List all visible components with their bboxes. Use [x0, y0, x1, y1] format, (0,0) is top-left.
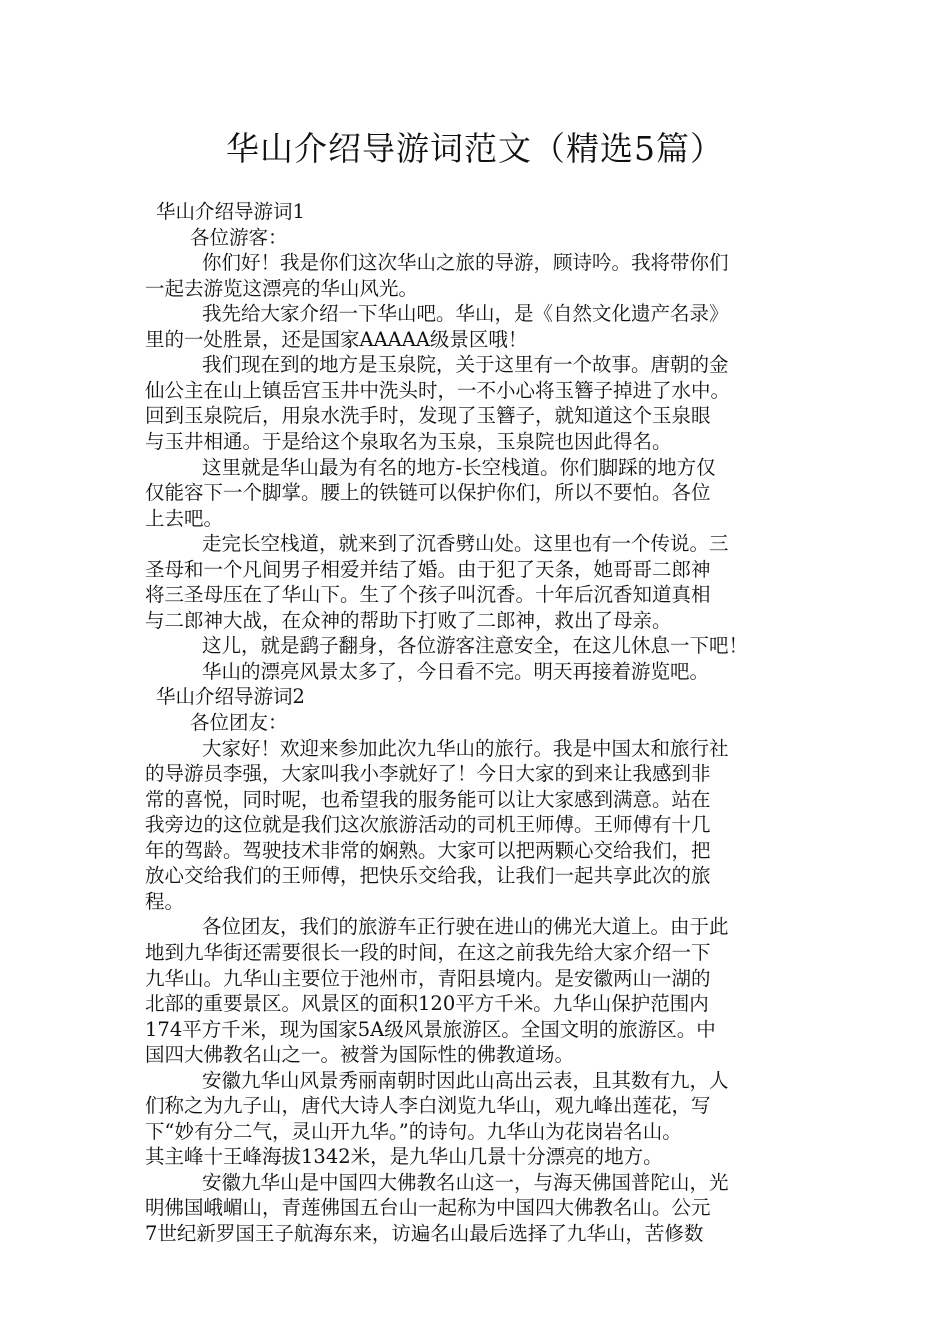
text-line: 我们现在到的地方是玉泉院，关于这里有一个故事。唐朝的金 [202, 353, 729, 377]
text-line: 这里就是华山最为有名的地方-长空栈道。你们脚踩的地方仅 [202, 455, 716, 479]
text-line: 这儿，就是鹞子翻身，各位游客注意安全，在这儿休息一下吧！ [202, 634, 749, 658]
text-line: 各位团友： [190, 711, 288, 734]
text-line: 圣母和一个凡间男子相爱并结了婚。由于犯了天条，她哥哥二郎神 [145, 557, 711, 581]
text-line: 们称之为九子山，唐代大诗人李白浏览九华山，观九峰出莲花，写 [145, 1094, 711, 1118]
text-line: 走完长空栈道，就来到了沉香劈山处。这里也有一个传说。三 [202, 532, 729, 556]
text-line: 下“妙有分二气，灵山开九华。”的诗句。九华山为花岗岩名山。 [145, 1119, 682, 1143]
text-line: 与玉井相通。于是给这个泉取名为玉泉，玉泉院也因此得名。 [145, 429, 672, 453]
text-line: 里的一处胜景，还是国家AAAAA级景区哦！ [145, 327, 528, 351]
text-line: 回到玉泉院后，用泉水洗手时，发现了玉簪子，就知道这个玉泉眼 [145, 404, 711, 428]
text-line: 程。 [145, 889, 185, 913]
text-line: 将三圣母压在了华山下。生了个孩子叫沉香。十年后沉香知道真相 [145, 583, 711, 607]
document-title: 华山介绍导游词范文（精选5篇） [226, 129, 724, 168]
text-line: 明佛国峨嵋山，青莲佛国五台山一起称为中国四大佛教名山。公元 [145, 1196, 711, 1220]
text-line: 华山的漂亮风景太多了，今日看不完。明天再接着游览吧。 [202, 659, 710, 683]
text-line: 安徽九华山是中国四大佛教名山这一，与海天佛国普陀山，光 [202, 1170, 729, 1194]
text-line: 其主峰十王峰海拔1342米，是九华山几景十分漂亮的地方。 [145, 1145, 663, 1169]
text-line: 华山介绍导游词1 [156, 200, 305, 223]
text-line: 174平方千米，现为国家5A级风景旅游区。全国文明的旅游区。中 [145, 1017, 716, 1041]
text-line: 与二郎神大战，在众神的帮助下打败了二郎神，救出了母亲。 [145, 608, 672, 632]
text-line: 年的驾龄。驾驶技术非常的娴熟。大家可以把两颗心交给我们，把 [145, 838, 711, 862]
text-line: 上去吧。 [145, 506, 224, 530]
text-line: 北部的重要景区。风景区的面积120平方千米。九华山保护范围内 [145, 992, 709, 1016]
text-line: 各位游客： [190, 225, 288, 249]
text-line: 国四大佛教名山之一。被誉为国际性的佛教道场。 [145, 1043, 575, 1067]
text-line: 各位团友，我们的旅游车正行驶在进山的佛光大道上。由于此 [202, 915, 729, 939]
text-line: 华山介绍导游词2 [156, 685, 305, 709]
text-line: 我旁边的这位就是我们这次旅游活动的司机王师傅。王师傅有十几 [145, 813, 711, 837]
text-line: 仅能容下一个脚掌。腰上的铁链可以保护你们，所以不要怕。各位 [145, 481, 711, 505]
text-line: 地到九华街还需要很长一段的时间，在这之前我先给大家介绍一下 [145, 940, 711, 964]
text-line: 你们好！我是你们这次华山之旅的导游，顾诗吟。我将带你们 [202, 251, 729, 275]
text-line: 大家好！欢迎来参加此次九华山的旅行。我是中国太和旅行社 [202, 736, 729, 760]
text-line: 一起去游览这漂亮的华山风光。 [145, 276, 419, 300]
text-line: 安徽九华山风景秀丽南朝时因此山高出云表，且其数有九，人 [202, 1068, 729, 1092]
text-line: 仙公主在山上镇岳宫玉井中洗头时，一不小心将玉簪子掉进了水中。 [145, 378, 731, 402]
text-line: 7世纪新罗国王子航海东来，访遍名山最后选择了九华山，苦修数 [145, 1222, 704, 1245]
text-line: 常的喜悦，同时呢，也希望我的服务能可以让大家感到满意。站在 [145, 787, 711, 811]
text-line: 放心交给我们的王师傅，把快乐交给我，让我们一起共享此次的旅 [145, 864, 711, 888]
text-line: 我先给大家介绍一下华山吧。华山，是《自然文化遗产名录》 [202, 302, 729, 326]
text-line: 九华山。九华山主要位于池州市，青阳县境内。是安徽两山一湖的 [145, 966, 711, 990]
text-line: 的导游员李强，大家叫我小李就好了！今日大家的到来让我感到非 [145, 762, 711, 786]
